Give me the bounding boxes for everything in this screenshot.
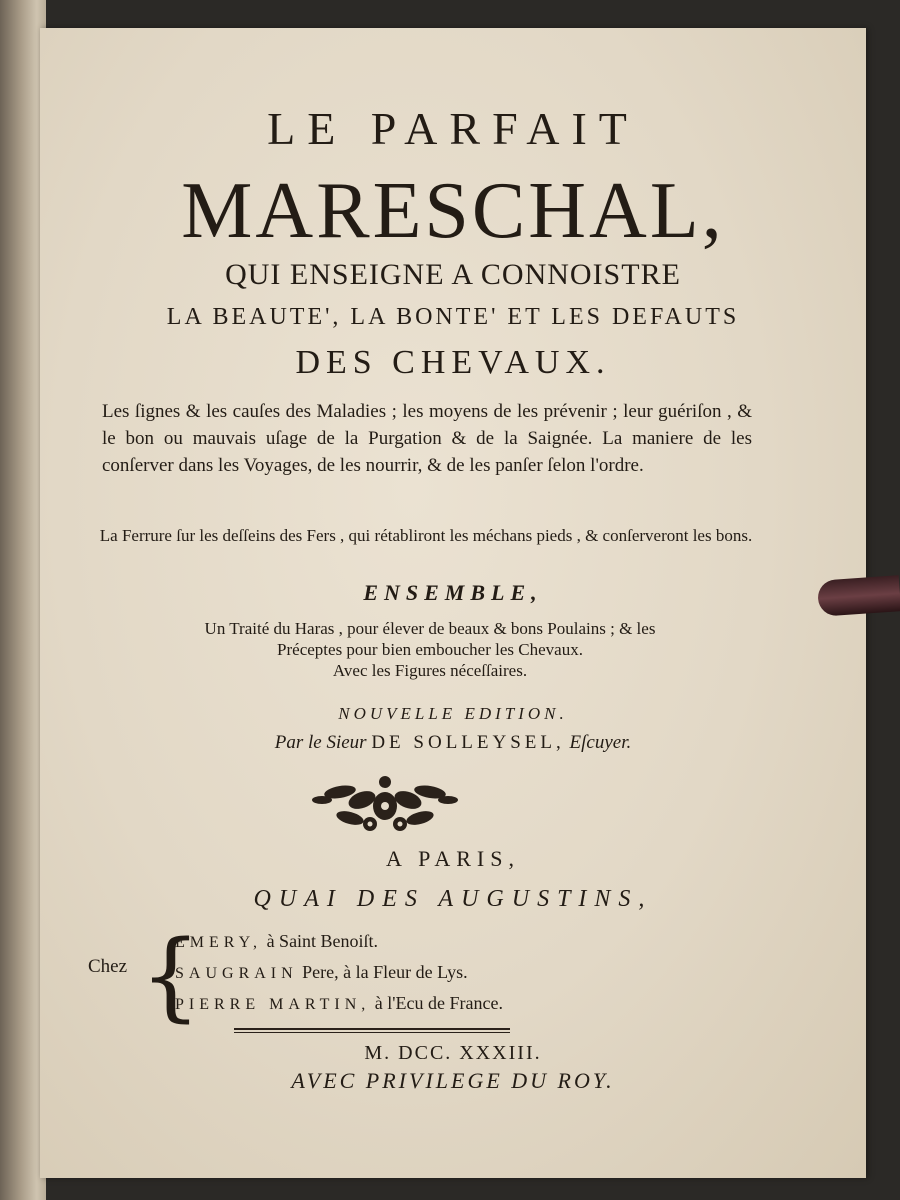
place-line: A PARIS, — [385, 846, 520, 871]
ensemble-heading: ENSEMBLE, — [363, 580, 543, 605]
chez-label: Chez — [88, 956, 128, 977]
bookmark-ribbon — [817, 575, 900, 617]
description-paragraph-haras — [80, 618, 780, 681]
printer-line — [175, 993, 503, 1014]
printer-name: EMERY, — [175, 934, 263, 951]
description-paragraph-maladies: Les ſignes & les cauſes des Maladies ; les moyens de les prévenir ; leur guériſon , & le bon ou mauvais uſage de la Purgation & de la Saignée. La maniere de les conſerver dans les Voyages, de les nourrir, & de les panſer ſelon l'ordre. — [102, 401, 752, 476]
printer-line — [175, 931, 378, 952]
author-name: DE SOLLEYSEL, — [371, 732, 565, 753]
printer-name: SAUGRAIN — [175, 965, 298, 982]
divider-rule — [234, 1032, 510, 1033]
author-line — [40, 732, 866, 754]
subtitle-line-beaute: LA BEAUTE', LA BONTE' ET LES DEFAUTS — [166, 304, 740, 330]
year-line: M. DCC. XXXIII. — [364, 1042, 542, 1064]
subtitle-line-chevaux: DES CHEVAUX. — [295, 344, 611, 381]
privilege-line: AVEC PRIVILEGE DU ROY. — [291, 1068, 615, 1093]
edition-line: NOUVELLE EDITION. — [338, 704, 568, 723]
divider-rule — [234, 1028, 510, 1030]
printer-address: à l'Ecu de France. — [370, 993, 503, 1013]
author-suffix: Eſcuyer. — [569, 732, 632, 753]
haras-line-3: Avec les Figures néceſſaires. — [332, 661, 528, 680]
title-line-le-parfait: LE PARFAIT — [267, 103, 639, 154]
title-page — [40, 28, 866, 1178]
brace-icon: { — [140, 920, 202, 1032]
haras-line-1: Un Traité du Haras , pour élever de beaux & bons Poulains ; & les — [204, 619, 656, 638]
printer-name: PIERRE MARTIN, — [175, 996, 371, 1013]
title-line-mareschal: MARESCHAL, — [181, 167, 725, 255]
floral-ornament-icon — [310, 770, 460, 836]
quai-line: QUAI DES AUGUSTINS, — [253, 886, 653, 912]
printer-line — [175, 962, 468, 983]
description-paragraph-ferrure: La Ferrure ſur les deſſeins des Fers , qui rétabliront les méchans pieds , & conſerveront les bons. — [99, 526, 753, 545]
subtitle-line-qui-enseigne: QUI ENSEIGNE A CONNOISTRE — [225, 258, 681, 291]
author-prefix: Par le Sieur — [274, 732, 367, 753]
printer-address: Pere, à la Fleur de Lys. — [297, 962, 468, 982]
printer-address: à Saint Benoiſt. — [262, 931, 379, 951]
haras-line-2: Préceptes pour bien emboucher les Chevaux. — [277, 640, 583, 659]
